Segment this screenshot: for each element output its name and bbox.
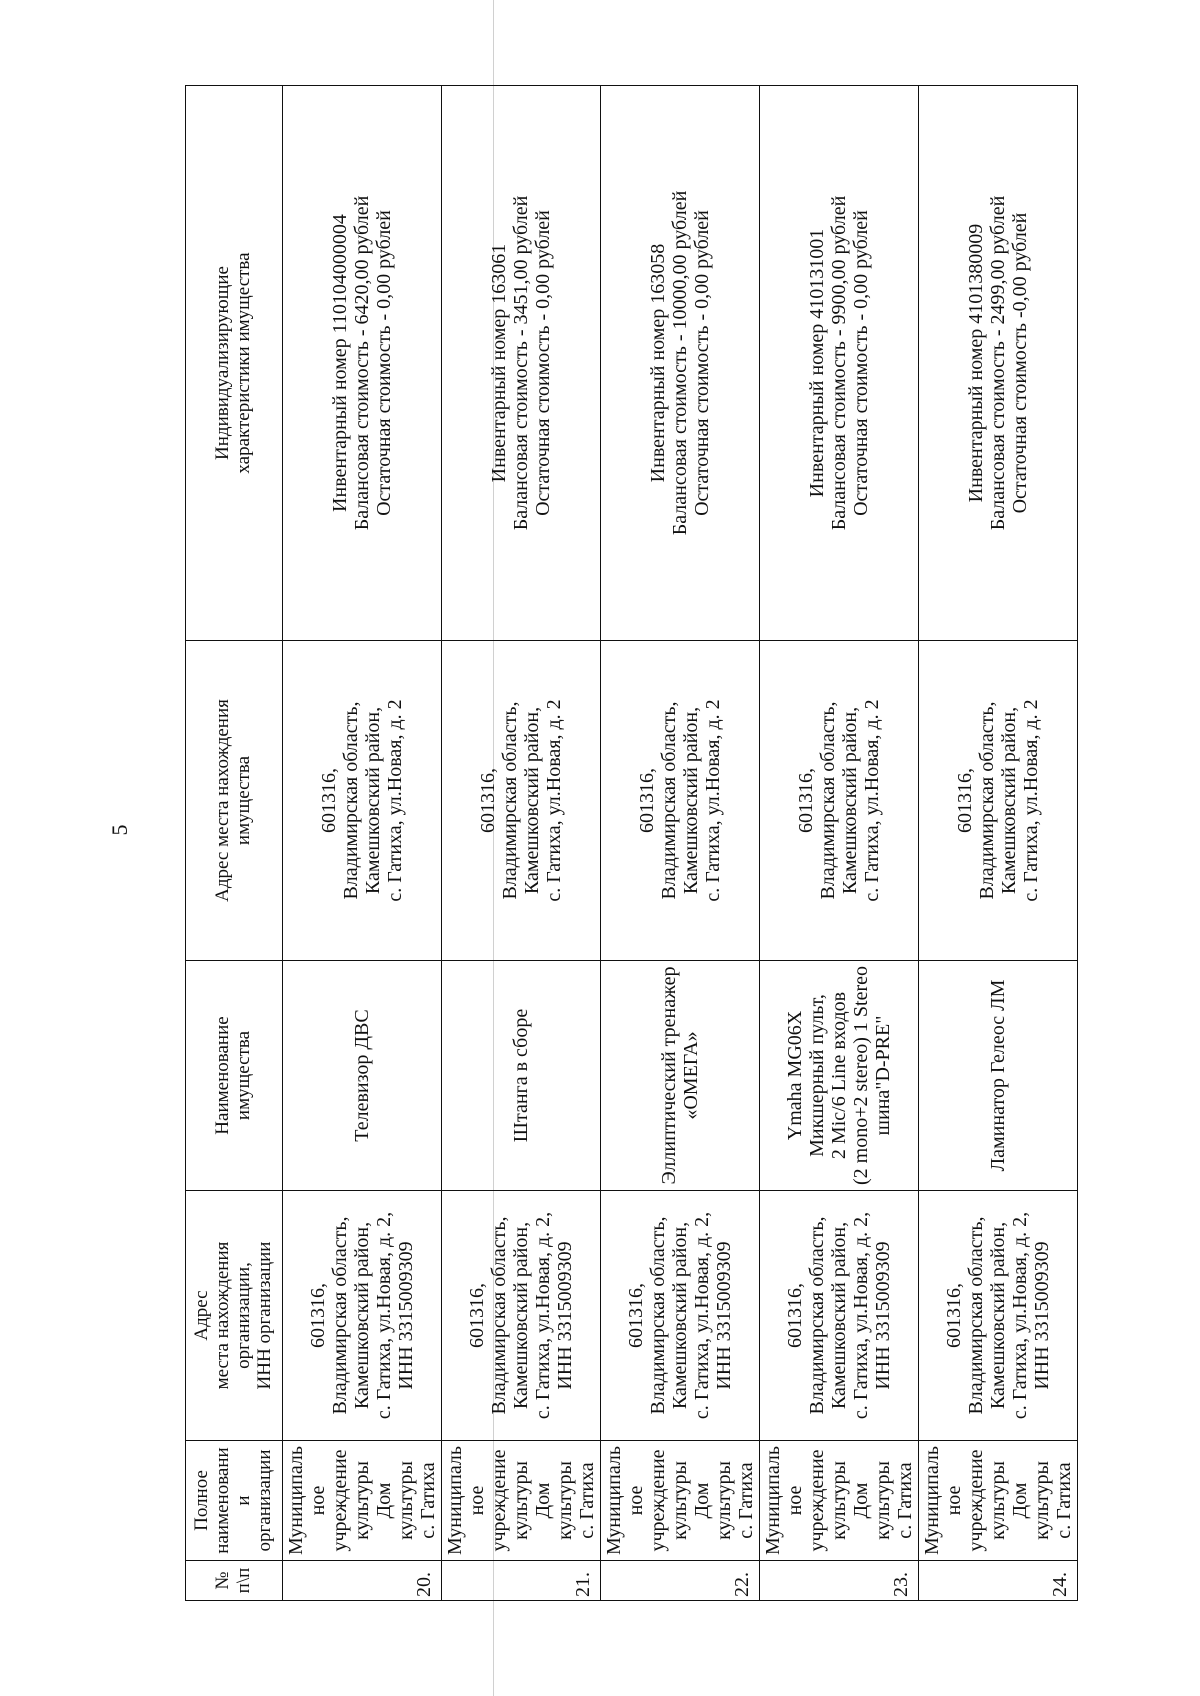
org-address-cell: 601316, Владимирская область, Камешковский район, с. Гатиха, ул.Новая, д. 2, ИНН 3315009309 bbox=[442, 1191, 601, 1441]
org-address-cell: 601316, Владимирская область, Камешковский район, с. Гатиха, ул.Новая, д. 2, ИНН 3315009309 bbox=[601, 1191, 760, 1441]
property-table bbox=[185, 85, 1078, 1601]
header-characteristics: Индивидуализирующие характеристики имущества bbox=[186, 86, 283, 641]
item-address-cell: 601316, Владимирская область, Камешковский район, с. Гатиха, ул.Новая, д. 2 bbox=[919, 641, 1078, 961]
header-org-name: Полное наименовании организации bbox=[186, 1441, 283, 1561]
header-number: № п\п bbox=[186, 1561, 283, 1601]
item-name-cell: Штанга в сборе bbox=[442, 961, 601, 1191]
org-name-cell: Муниципальное учреждение культуры Дом культуры с. Гатиха bbox=[601, 1441, 760, 1561]
row-number: 21. bbox=[442, 1561, 601, 1601]
org-name-cell: Муниципальное учреждение культуры Дом культуры с. Гатиха bbox=[442, 1441, 601, 1561]
org-name-cell: Муниципальное учреждение культуры Дом культуры с. Гатиха bbox=[919, 1441, 1078, 1561]
row-number: 23. bbox=[760, 1561, 919, 1601]
org-address-cell: 601316, Владимирская область, Камешковский район, с. Гатиха, ул.Новая, д. 2, ИНН 3315009309 bbox=[760, 1191, 919, 1441]
item-name-cell: Эллиптический тренажер «ОМЕГА» bbox=[601, 961, 760, 1191]
header-item-name: Наименование имущества bbox=[186, 961, 283, 1191]
item-address-cell: 601316, Владимирская область, Камешковский район, с. Гатиха, ул.Новая, д. 2 bbox=[442, 641, 601, 961]
rotated-table-container bbox=[185, 86, 1075, 1601]
characteristics-cell: Инвентарный номер 163058 Балансовая стоимость - 10000,00 рублей Остаточная стоимость - 0,00 рублей bbox=[601, 86, 760, 641]
table-row bbox=[919, 86, 1078, 1601]
item-name-cell: Телевизор ДВС bbox=[283, 961, 442, 1191]
item-address-cell: 601316, Владимирская область, Камешковский район, с. Гатиха, ул.Новая, д. 2 bbox=[601, 641, 760, 961]
row-number: 22. bbox=[601, 1561, 760, 1601]
row-number: 24. bbox=[919, 1561, 1078, 1601]
header-item-address: Адрес места нахождения имущества bbox=[186, 641, 283, 961]
item-address-cell: 601316, Владимирская область, Камешковский район, с. Гатиха, ул.Новая, д. 2 bbox=[760, 641, 919, 961]
page-number: 5 bbox=[107, 824, 132, 836]
org-address-cell: 601316, Владимирская область, Камешковский район, с. Гатиха, ул.Новая, д. 2, ИНН 3315009309 bbox=[919, 1191, 1078, 1441]
header-org-address: Адрес места нахождения организации, ИНН организации bbox=[186, 1191, 283, 1441]
table-row bbox=[442, 86, 601, 1601]
item-address-cell: 601316, Владимирская область, Камешковский район, с. Гатиха, ул.Новая, д. 2 bbox=[283, 641, 442, 961]
org-address-cell: 601316, Владимирская область, Камешковский район, с. Гатиха, ул.Новая, д. 2, ИНН 3315009309 bbox=[283, 1191, 442, 1441]
characteristics-cell: Инвентарный номер 410131001 Балансовая стоимость - 9900,00 рублей Остаточная стоимость - 0,00 рублей bbox=[760, 86, 919, 641]
table-header-row bbox=[186, 86, 283, 1601]
characteristics-cell: Инвентарный номер 4101380009 Балансовая стоимость - 2499,00 рублей Остаточная стоимость -0,00 рублей bbox=[919, 86, 1078, 641]
characteristics-cell: Инвентарный номер 163061 Балансовая стоимость - 3451,00 рублей Остаточная стоимость - 0,00 рублей bbox=[442, 86, 601, 641]
characteristics-cell: Инвентарный номер 110104000004 Балансовая стоимость - 6420,00 рублей Остаточная стоимость - 0,00 рублей bbox=[283, 86, 442, 641]
row-number: 20. bbox=[283, 1561, 442, 1601]
org-name-cell: Муниципальное учреждение культуры Дом культуры с. Гатиха bbox=[760, 1441, 919, 1561]
table-row bbox=[601, 86, 760, 1601]
item-name-cell: Ламинатор Гелеос ЛМ bbox=[919, 961, 1078, 1191]
org-name-cell: Муниципальное учреждение культуры Дом культуры с. Гатиха bbox=[283, 1441, 442, 1561]
table-row bbox=[283, 86, 442, 1601]
table-row bbox=[760, 86, 919, 1601]
item-name-cell: Ymaha MG06X Микшерный пульт, 2 Mic/6 Line входов (2 mono+2 stereo) 1 Stereo шина"D-PRE" bbox=[760, 961, 919, 1191]
